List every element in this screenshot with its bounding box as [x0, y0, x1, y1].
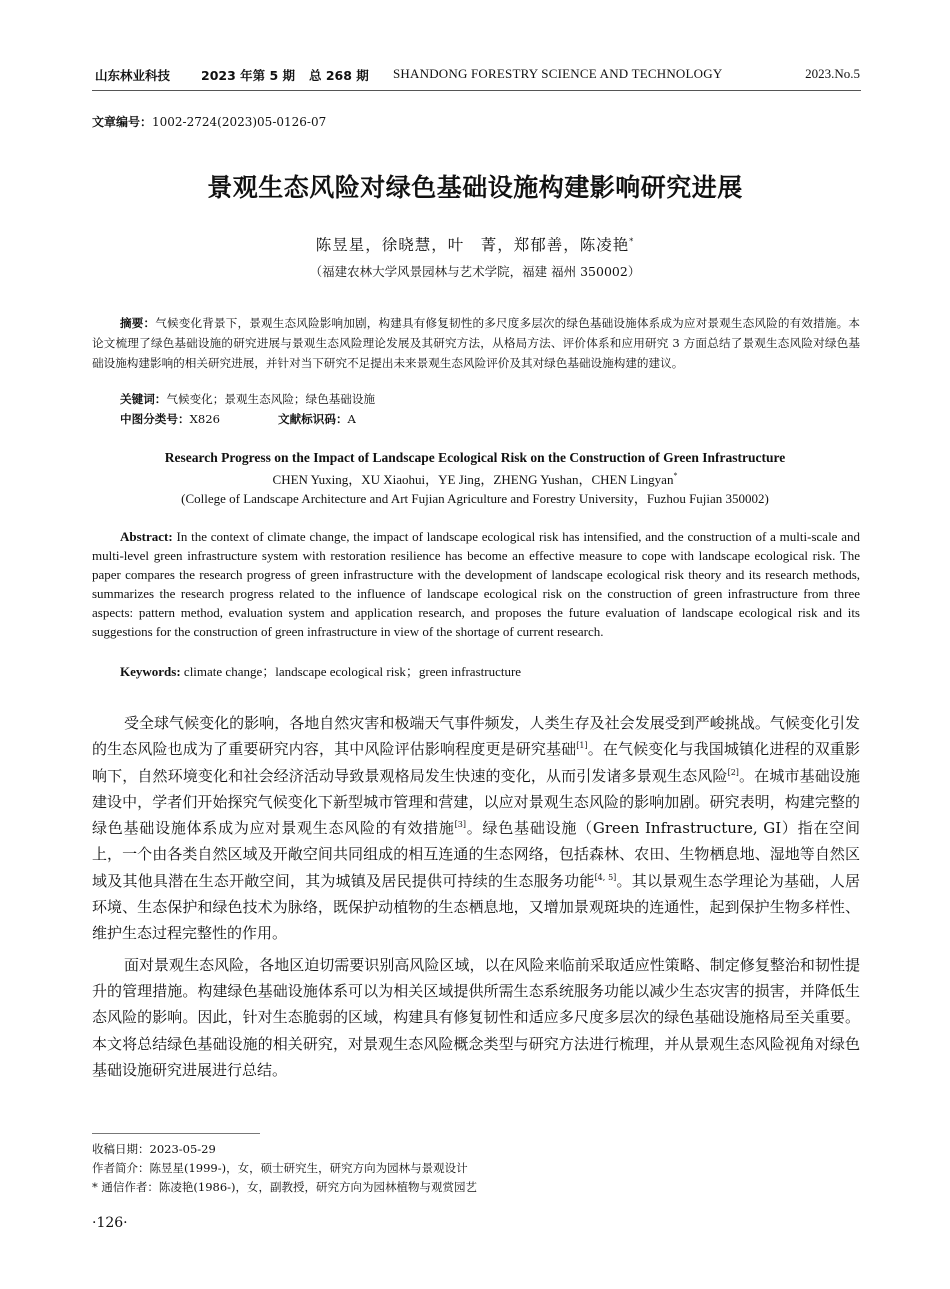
journal-name-en: SHANDONG FORESTRY SCIENCE AND TECHNOLOGY — [393, 66, 723, 81]
keywords-cn — [120, 391, 375, 407]
running-header — [95, 66, 860, 84]
corresponding-mark-en: * — [673, 471, 678, 480]
title-en: Research Progress on the Impact of Landscape Ecological Risk on the Construction of Green Infrastructure — [164, 450, 786, 465]
issue-cn: 2023 年第 5 期 — [201, 68, 296, 83]
footnote-author-bio: 作者简介：陈昱星(1999-)，女，硕士研究生，研究方向为园林与景观设计 — [92, 1161, 468, 1175]
paper-title: 景观生态风险对绿色基础设施构建影响研究进展 — [207, 173, 743, 202]
article-number — [92, 113, 326, 130]
classification — [120, 411, 356, 427]
citation: [1] — [576, 741, 588, 751]
abstract-cn-label: 摘要： — [120, 316, 156, 330]
journal-name-cn: 山东林业科技 — [95, 68, 171, 83]
total-issue-cn: 总 268 期 — [309, 68, 369, 83]
authors-en — [0, 469, 950, 488]
clc-label: 中图分类号： — [120, 412, 190, 426]
keywords-cn-label: 关键词： — [120, 392, 167, 406]
doc-code-label: 文献标识码： — [277, 412, 348, 426]
affiliation: （福建农林大学风景园林与艺术学院，福建 福州 350002） — [309, 264, 641, 279]
abstract-en-text: In the context of climate change, the impact of landscape ecological risk has intensified, and the construction of a multi-scale and multi-level green infrastructure system with restoration resilience has become an effective measure to cope with landscape ecological risk. The paper compares the research progress of green infrastructure with the development of landscape ecological risk theory and its research methods, summarizes the research progress related to the influence of landscape ecological risk on the construction of green infrastructure from three aspects: pattern method, evaluation system and application research, and proposes the future evaluation of landscape ecological risk and its suggestions for the construction of green infrastructure in view of the shortage of current research. — [92, 529, 860, 639]
footnote-corresponding: * 通信作者：陈凌艳(1986-)，女，副教授，研究方向为园林植物与观赏园艺 — [92, 1180, 478, 1194]
clc-value: X826 — [189, 412, 220, 426]
authors — [0, 233, 950, 255]
author-list: 陈昱星，徐晓慧，叶 菁，郑郁善，陈凌艳 — [315, 236, 630, 254]
keywords-en-text: climate change；landscape ecological risk；green infrastructure — [183, 664, 522, 679]
corresponding-mark: * — [629, 237, 635, 246]
keywords-cn-text: 气候变化；景观生态风险；绿色基础设施 — [166, 392, 376, 406]
body-paragraph: 面对景观生态风险，各地区迫切需要识别高风险区域，以在风险来临前采取适应性策略、制定修复整治和韧性提升的管理措施。构建绿色基础设施体系可以为相关区域提供所需生态系统服务功能以减少生态灾害的损害，并降低生态风险的影响。因此，针对生态脆弱的区域，构建具有修复韧性和适应多尺度多层次的绿色基础设施格局至关重要。本文将总结绿色基础设施的相关研究，对景观生态风险概念类型与研究方法进行梳理，并从景观生态风险视角对绿色基础设施研究进展进行总结。 — [92, 955, 860, 1079]
keywords-en — [120, 661, 521, 680]
doc-code-value: A — [347, 412, 356, 426]
footnote-received: 收稿日期：2023-05-29 — [92, 1142, 216, 1156]
abstract-cn — [92, 313, 860, 373]
body-text — [92, 710, 860, 1083]
abstract-en — [92, 527, 860, 641]
article-number-label: 文章编号： — [92, 115, 153, 129]
page-number: ·126· — [92, 1215, 128, 1231]
citation: [2] — [727, 767, 739, 777]
abstract-en-label: Abstract: — [120, 529, 173, 544]
article-number-value: 1002-2724(2023)05-0126-07 — [152, 115, 327, 129]
issue-en: 2023.No.5 — [805, 66, 860, 81]
author-list-en: CHEN Yuxing，XU Xiaohui，YE Jing，ZHENG Yushan，CHEN Lingyan — [272, 472, 674, 487]
citation: [3] — [454, 820, 466, 830]
footnote-rule — [92, 1133, 260, 1134]
header-rule — [92, 90, 861, 91]
affiliation-en: (College of Landscape Architecture and Art Fujian Agriculture and Forestry University，Fuzhou Fujian 350002) — [181, 491, 769, 506]
abstract-cn-text: 气候变化背景下，景观生态风险影响加剧，构建具有修复韧性的多尺度多层次的绿色基础设施体系成为应对景观生态风险的有效措施。本论文梳理了绿色基础设施的研究进展与景观生态风险理论发展及其研究方法，从格局方法、评价体系和应用研究 3 方面总结了景观生态风险对绿色基础设施构建影响的相关研究进展，并针对当下研究不足提出未来景观生态风险评价及其对绿色基础设施构建的建议。 — [92, 316, 860, 370]
keywords-en-label: Keywords: — [120, 664, 181, 679]
body-paragraph: 受全球气候变化的影响，各地自然灾害和极端天气事件频发，人类生存及社会发展受到严峻挑战。气候变化引发的生态风险也成为了重要研究内容，其中风险评估影响程度更是研究基础[1]。在气候变化与我国城镇化进程的双重影响下，自然环境变化和社会经济活动导致景观格局发生快速的变化，从而引发诸多景观生态风险[2]。在城市基础设施建设中，学者们开始探究气候变化下新型城市管理和营建，以应对景观生态风险的影响加剧。研究表明，构建完整的绿色基础设施体系成为应对景观生态风险的有效措施[3]。绿色基础设施（Green Infrastructure, GI）指在空间上，一个由各类自然区域及开敞空间共同组成的相互连通的生态网络，包括森林、农田、生物栖息地、湿地等自然区域及其他具潜在生态开敞空间，其为城镇及居民提供可持续的生态服务功能[4, 5]。其以景观生态学理论为基础，人居环境、生态保护和绿色技术为脉络，既保护动植物的生态栖息地，又增加景观斑块的连通性，起到保护生物多样性、维护生态过程完整性的作用。 — [92, 714, 860, 943]
citation: [4, 5] — [594, 872, 617, 882]
